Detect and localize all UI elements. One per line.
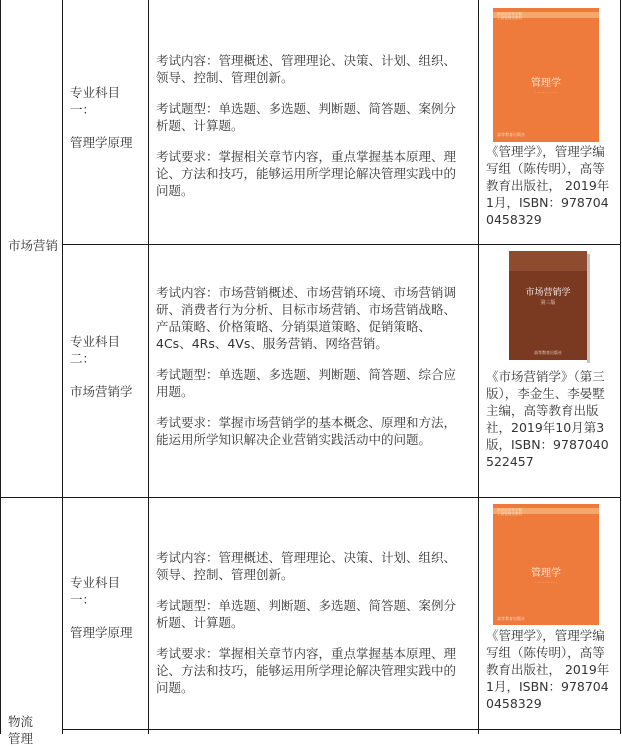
exam-requirements: 考试要求：掌握市场营销学的基本概念、原理和方法，能运用所学知识解决企业营销实践活动中的问题。 xyxy=(156,415,457,447)
subject-name: 市场营销学 xyxy=(70,384,133,399)
major-cell xyxy=(8,237,58,254)
table-border-right xyxy=(620,0,621,734)
exam-types: 考试题型：单选题、多选题、判断题、简答题、综合应用题。 xyxy=(156,367,457,399)
textbook-cell xyxy=(486,368,610,470)
exam-content: 考试内容：管理概述、管理理论、决策、计划、组织、领导、控制、管理创新。 xyxy=(156,53,457,85)
textbook-cell xyxy=(486,143,610,228)
subject-prefix: 专业科目一： xyxy=(70,85,121,117)
major-cell xyxy=(8,713,40,747)
column-divider xyxy=(478,0,479,734)
subject-cell xyxy=(70,574,142,641)
row-divider xyxy=(62,729,620,730)
major-name: 市场营销 xyxy=(8,238,59,253)
subject-prefix: 专业科目二： xyxy=(70,334,121,366)
major-name: 物流管理 xyxy=(8,714,34,746)
exam-content: 考试内容：管理概述、管理理论、决策、计划、组织、领导、控制、管理创新。 xyxy=(156,550,457,582)
exam-types: 考试题型：单选题、判断题、多选题、简答题、案例分析题、计算题。 xyxy=(156,598,457,630)
row-divider xyxy=(62,244,620,245)
subject-name: 管理学原理 xyxy=(70,625,133,640)
subject-name: 管理学原理 xyxy=(70,135,133,150)
book-cover-image: 教育部高等学校 工商管理类教材 管理学 · · · · · · · · · 高等教育出版社 xyxy=(493,504,599,625)
column-divider xyxy=(62,0,63,734)
exam-requirements: 考试要求：掌握相关章节内容，重点掌握基本原理、理论、方法和技巧，能够运用所学理论解决管理实践中的问题。 xyxy=(156,646,457,695)
exam-requirements: 考试要求：掌握相关章节内容，重点掌握基本原理、理论、方法和技巧，能够运用所学理论解决管理实践中的问题。 xyxy=(156,149,457,198)
textbook-cell xyxy=(486,627,610,712)
textbook-reference: 《管理学》，管理学编写组（陈传明），高等教育出版社， 2019年1月，ISBN：9787040458329 xyxy=(486,628,610,711)
book-cover-image: 教育部高等学校 工商管理类教材 管理学 · · · · · · · · · 高等教育出版社 xyxy=(493,8,599,142)
requirements-cell xyxy=(156,52,456,213)
textbook-reference: 《市场营销学》（第三版），李金生、李晏墅主编，高等教育出版社，2019年10月第3版，ISBN：9787040522457 xyxy=(486,369,609,469)
subject-cell xyxy=(70,84,142,151)
exam-content: 考试内容：市场营销概述、市场营销环境、市场营销调研、消费者行为分析、目标市场营销、市场营销战略、产品策略、价格策略、分销渠道策略、促销策略、4Cs、4Rs、4Vs、服务营销、网络营销。 xyxy=(156,285,457,351)
table-border-left xyxy=(0,0,1,734)
requirements-cell xyxy=(156,549,456,710)
subject-prefix: 专业科目一： xyxy=(70,575,121,607)
textbook-reference: 《管理学》，管理学编写组（陈传明），高等教育出版社， 2019年1月，ISBN：9787040458329 xyxy=(486,144,610,227)
column-divider xyxy=(148,0,149,734)
exam-types: 考试题型：单选题、多选题、判断题、简答题、案例分析题、计算题。 xyxy=(156,101,457,133)
row-divider xyxy=(0,497,620,498)
book-cover-image: 市场营销学 第三版 高等教育出版社 xyxy=(509,251,587,360)
requirements-cell xyxy=(156,284,456,462)
subject-cell xyxy=(70,333,142,400)
